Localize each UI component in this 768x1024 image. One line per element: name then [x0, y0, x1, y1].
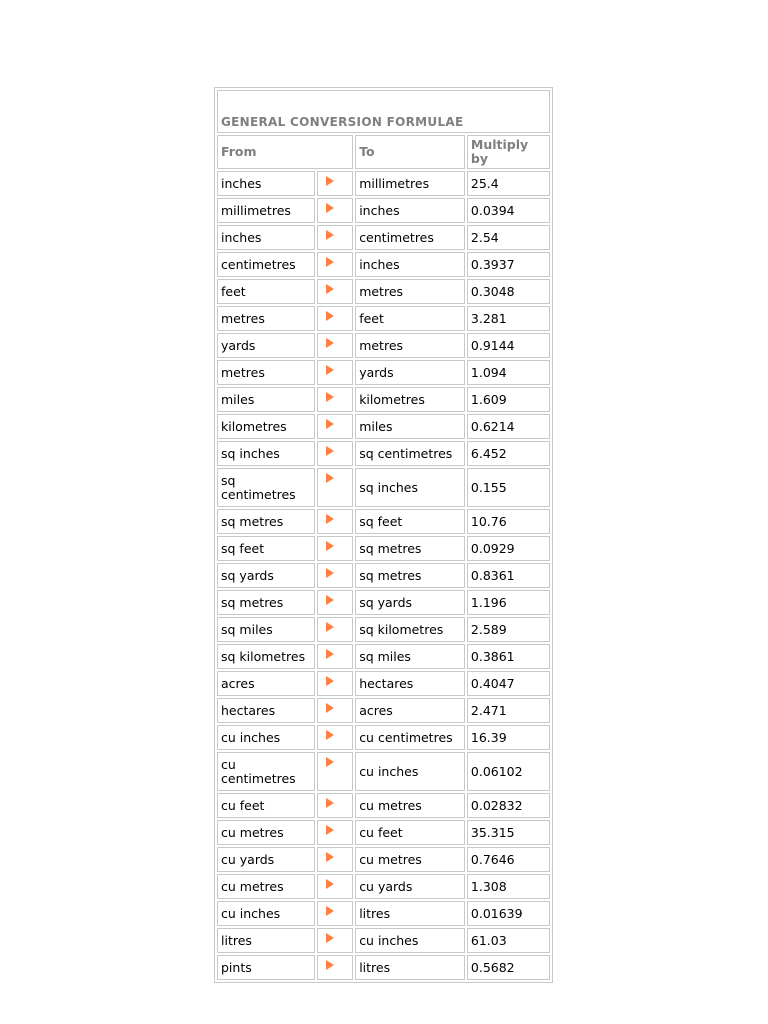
from-unit-cell: hectares [217, 698, 315, 723]
table-title: GENERAL CONVERSION FORMULAE [217, 90, 550, 133]
to-unit-cell: centimetres [355, 225, 465, 250]
table-row [217, 563, 550, 588]
to-unit-cell: cu centimetres [355, 725, 465, 750]
right-triangle-arrow-icon [326, 798, 334, 808]
multiply-factor-cell: 0.3937 [467, 252, 550, 277]
right-triangle-arrow-icon [326, 365, 334, 375]
arrow-cell [317, 590, 353, 615]
from-unit-cell: sq feet [217, 536, 315, 561]
table-row [217, 279, 550, 304]
from-unit-cell: sq centimetres [217, 468, 315, 507]
arrow-cell [317, 279, 353, 304]
to-unit-cell: kilometres [355, 387, 465, 412]
multiply-factor-cell: 3.281 [467, 306, 550, 331]
multiply-factor-cell: 0.9144 [467, 333, 550, 358]
header-from: From [217, 135, 353, 169]
multiply-factor-cell: 35.315 [467, 820, 550, 845]
multiply-factor-cell: 25.4 [467, 171, 550, 196]
right-triangle-arrow-icon [326, 446, 334, 456]
to-unit-cell: inches [355, 198, 465, 223]
from-unit-cell: millimetres [217, 198, 315, 223]
arrow-cell [317, 563, 353, 588]
arrow-cell [317, 536, 353, 561]
table-row [217, 617, 550, 642]
table-row [217, 752, 550, 791]
multiply-factor-cell: 0.06102 [467, 752, 550, 791]
header-multiply-by: Multiply by [467, 135, 550, 169]
arrow-cell [317, 198, 353, 223]
table-row [217, 536, 550, 561]
conversion-table [214, 87, 553, 983]
multiply-factor-cell: 0.6214 [467, 414, 550, 439]
table-row [217, 468, 550, 507]
table-row [217, 671, 550, 696]
table-row [217, 333, 550, 358]
from-unit-cell: pints [217, 955, 315, 980]
to-unit-cell: sq inches [355, 468, 465, 507]
multiply-factor-cell: 0.0394 [467, 198, 550, 223]
arrow-cell [317, 468, 353, 507]
multiply-factor-cell: 1.609 [467, 387, 550, 412]
from-unit-cell: acres [217, 671, 315, 696]
from-unit-cell: cu centimetres [217, 752, 315, 791]
table-row [217, 509, 550, 534]
from-unit-cell: cu feet [217, 793, 315, 818]
from-unit-cell: sq kilometres [217, 644, 315, 669]
to-unit-cell: cu inches [355, 752, 465, 791]
multiply-factor-cell: 0.7646 [467, 847, 550, 872]
right-triangle-arrow-icon [326, 757, 334, 767]
multiply-factor-cell: 0.3048 [467, 279, 550, 304]
from-unit-cell: sq miles [217, 617, 315, 642]
multiply-factor-cell: 0.0929 [467, 536, 550, 561]
right-triangle-arrow-icon [326, 230, 334, 240]
to-unit-cell: litres [355, 955, 465, 980]
table-row [217, 414, 550, 439]
table-row [217, 306, 550, 331]
table-row [217, 225, 550, 250]
arrow-cell [317, 901, 353, 926]
right-triangle-arrow-icon [326, 257, 334, 267]
table-row [217, 360, 550, 385]
arrow-cell [317, 306, 353, 331]
right-triangle-arrow-icon [326, 676, 334, 686]
from-unit-cell: inches [217, 225, 315, 250]
right-triangle-arrow-icon [326, 879, 334, 889]
to-unit-cell: metres [355, 333, 465, 358]
table-row [217, 387, 550, 412]
right-triangle-arrow-icon [326, 906, 334, 916]
arrow-cell [317, 955, 353, 980]
arrow-cell [317, 725, 353, 750]
from-unit-cell: sq metres [217, 590, 315, 615]
from-unit-cell: miles [217, 387, 315, 412]
table-row [217, 198, 550, 223]
table-row [217, 901, 550, 926]
arrow-cell [317, 698, 353, 723]
right-triangle-arrow-icon [326, 311, 334, 321]
header-to: To [355, 135, 465, 169]
to-unit-cell: miles [355, 414, 465, 439]
to-unit-cell: sq centimetres [355, 441, 465, 466]
table-row [217, 698, 550, 723]
right-triangle-arrow-icon [326, 392, 334, 402]
to-unit-cell: sq feet [355, 509, 465, 534]
right-triangle-arrow-icon [326, 825, 334, 835]
from-unit-cell: metres [217, 306, 315, 331]
arrow-cell [317, 360, 353, 385]
to-unit-cell: inches [355, 252, 465, 277]
arrow-cell [317, 617, 353, 642]
arrow-cell [317, 387, 353, 412]
to-unit-cell: cu feet [355, 820, 465, 845]
right-triangle-arrow-icon [326, 541, 334, 551]
arrow-cell [317, 847, 353, 872]
right-triangle-arrow-icon [326, 514, 334, 524]
right-triangle-arrow-icon [326, 473, 334, 483]
arrow-cell [317, 820, 353, 845]
right-triangle-arrow-icon [326, 595, 334, 605]
table-row [217, 171, 550, 196]
to-unit-cell: sq metres [355, 563, 465, 588]
multiply-factor-cell: 6.452 [467, 441, 550, 466]
table-row [217, 793, 550, 818]
to-unit-cell: cu inches [355, 928, 465, 953]
to-unit-cell: cu metres [355, 793, 465, 818]
to-unit-cell: cu yards [355, 874, 465, 899]
right-triangle-arrow-icon [326, 703, 334, 713]
from-unit-cell: feet [217, 279, 315, 304]
right-triangle-arrow-icon [326, 568, 334, 578]
right-triangle-arrow-icon [326, 622, 334, 632]
multiply-factor-cell: 2.54 [467, 225, 550, 250]
right-triangle-arrow-icon [326, 203, 334, 213]
title-row [217, 90, 550, 133]
arrow-cell [317, 752, 353, 791]
to-unit-cell: hectares [355, 671, 465, 696]
table-row [217, 874, 550, 899]
from-unit-cell: cu inches [217, 901, 315, 926]
arrow-cell [317, 793, 353, 818]
to-unit-cell: cu metres [355, 847, 465, 872]
from-unit-cell: metres [217, 360, 315, 385]
arrow-cell [317, 171, 353, 196]
multiply-factor-cell: 0.4047 [467, 671, 550, 696]
arrow-cell [317, 441, 353, 466]
to-unit-cell: sq yards [355, 590, 465, 615]
from-unit-cell: cu metres [217, 874, 315, 899]
from-unit-cell: cu inches [217, 725, 315, 750]
header-row [217, 135, 550, 169]
right-triangle-arrow-icon [326, 960, 334, 970]
from-unit-cell: cu yards [217, 847, 315, 872]
arrow-cell [317, 333, 353, 358]
multiply-factor-cell: 1.094 [467, 360, 550, 385]
from-unit-cell: sq metres [217, 509, 315, 534]
arrow-cell [317, 928, 353, 953]
from-unit-cell: sq inches [217, 441, 315, 466]
multiply-factor-cell: 0.3861 [467, 644, 550, 669]
multiply-factor-cell: 2.589 [467, 617, 550, 642]
from-unit-cell: cu metres [217, 820, 315, 845]
multiply-factor-cell: 0.5682 [467, 955, 550, 980]
from-unit-cell: litres [217, 928, 315, 953]
table-row [217, 955, 550, 980]
right-triangle-arrow-icon [326, 419, 334, 429]
right-triangle-arrow-icon [326, 649, 334, 659]
table-row [217, 725, 550, 750]
right-triangle-arrow-icon [326, 933, 334, 943]
arrow-cell [317, 509, 353, 534]
multiply-factor-cell: 0.02832 [467, 793, 550, 818]
right-triangle-arrow-icon [326, 730, 334, 740]
right-triangle-arrow-icon [326, 852, 334, 862]
right-triangle-arrow-icon [326, 284, 334, 294]
multiply-factor-cell: 2.471 [467, 698, 550, 723]
multiply-factor-cell: 0.8361 [467, 563, 550, 588]
arrow-cell [317, 252, 353, 277]
table-row [217, 252, 550, 277]
arrow-cell [317, 671, 353, 696]
multiply-factor-cell: 61.03 [467, 928, 550, 953]
multiply-factor-cell: 1.308 [467, 874, 550, 899]
arrow-cell [317, 414, 353, 439]
multiply-factor-cell: 0.155 [467, 468, 550, 507]
to-unit-cell: yards [355, 360, 465, 385]
multiply-factor-cell: 10.76 [467, 509, 550, 534]
arrow-cell [317, 644, 353, 669]
to-unit-cell: sq kilometres [355, 617, 465, 642]
from-unit-cell: yards [217, 333, 315, 358]
table-row [217, 644, 550, 669]
arrow-cell [317, 874, 353, 899]
arrow-cell [317, 225, 353, 250]
to-unit-cell: feet [355, 306, 465, 331]
table-row [217, 847, 550, 872]
from-unit-cell: inches [217, 171, 315, 196]
right-triangle-arrow-icon [326, 176, 334, 186]
table-row [217, 928, 550, 953]
multiply-factor-cell: 16.39 [467, 725, 550, 750]
table-row [217, 441, 550, 466]
multiply-factor-cell: 1.196 [467, 590, 550, 615]
table-row [217, 820, 550, 845]
to-unit-cell: litres [355, 901, 465, 926]
to-unit-cell: metres [355, 279, 465, 304]
table-row [217, 590, 550, 615]
conversion-table-body [217, 90, 550, 980]
from-unit-cell: centimetres [217, 252, 315, 277]
to-unit-cell: acres [355, 698, 465, 723]
right-triangle-arrow-icon [326, 338, 334, 348]
to-unit-cell: sq metres [355, 536, 465, 561]
to-unit-cell: millimetres [355, 171, 465, 196]
to-unit-cell: sq miles [355, 644, 465, 669]
multiply-factor-cell: 0.01639 [467, 901, 550, 926]
from-unit-cell: kilometres [217, 414, 315, 439]
from-unit-cell: sq yards [217, 563, 315, 588]
